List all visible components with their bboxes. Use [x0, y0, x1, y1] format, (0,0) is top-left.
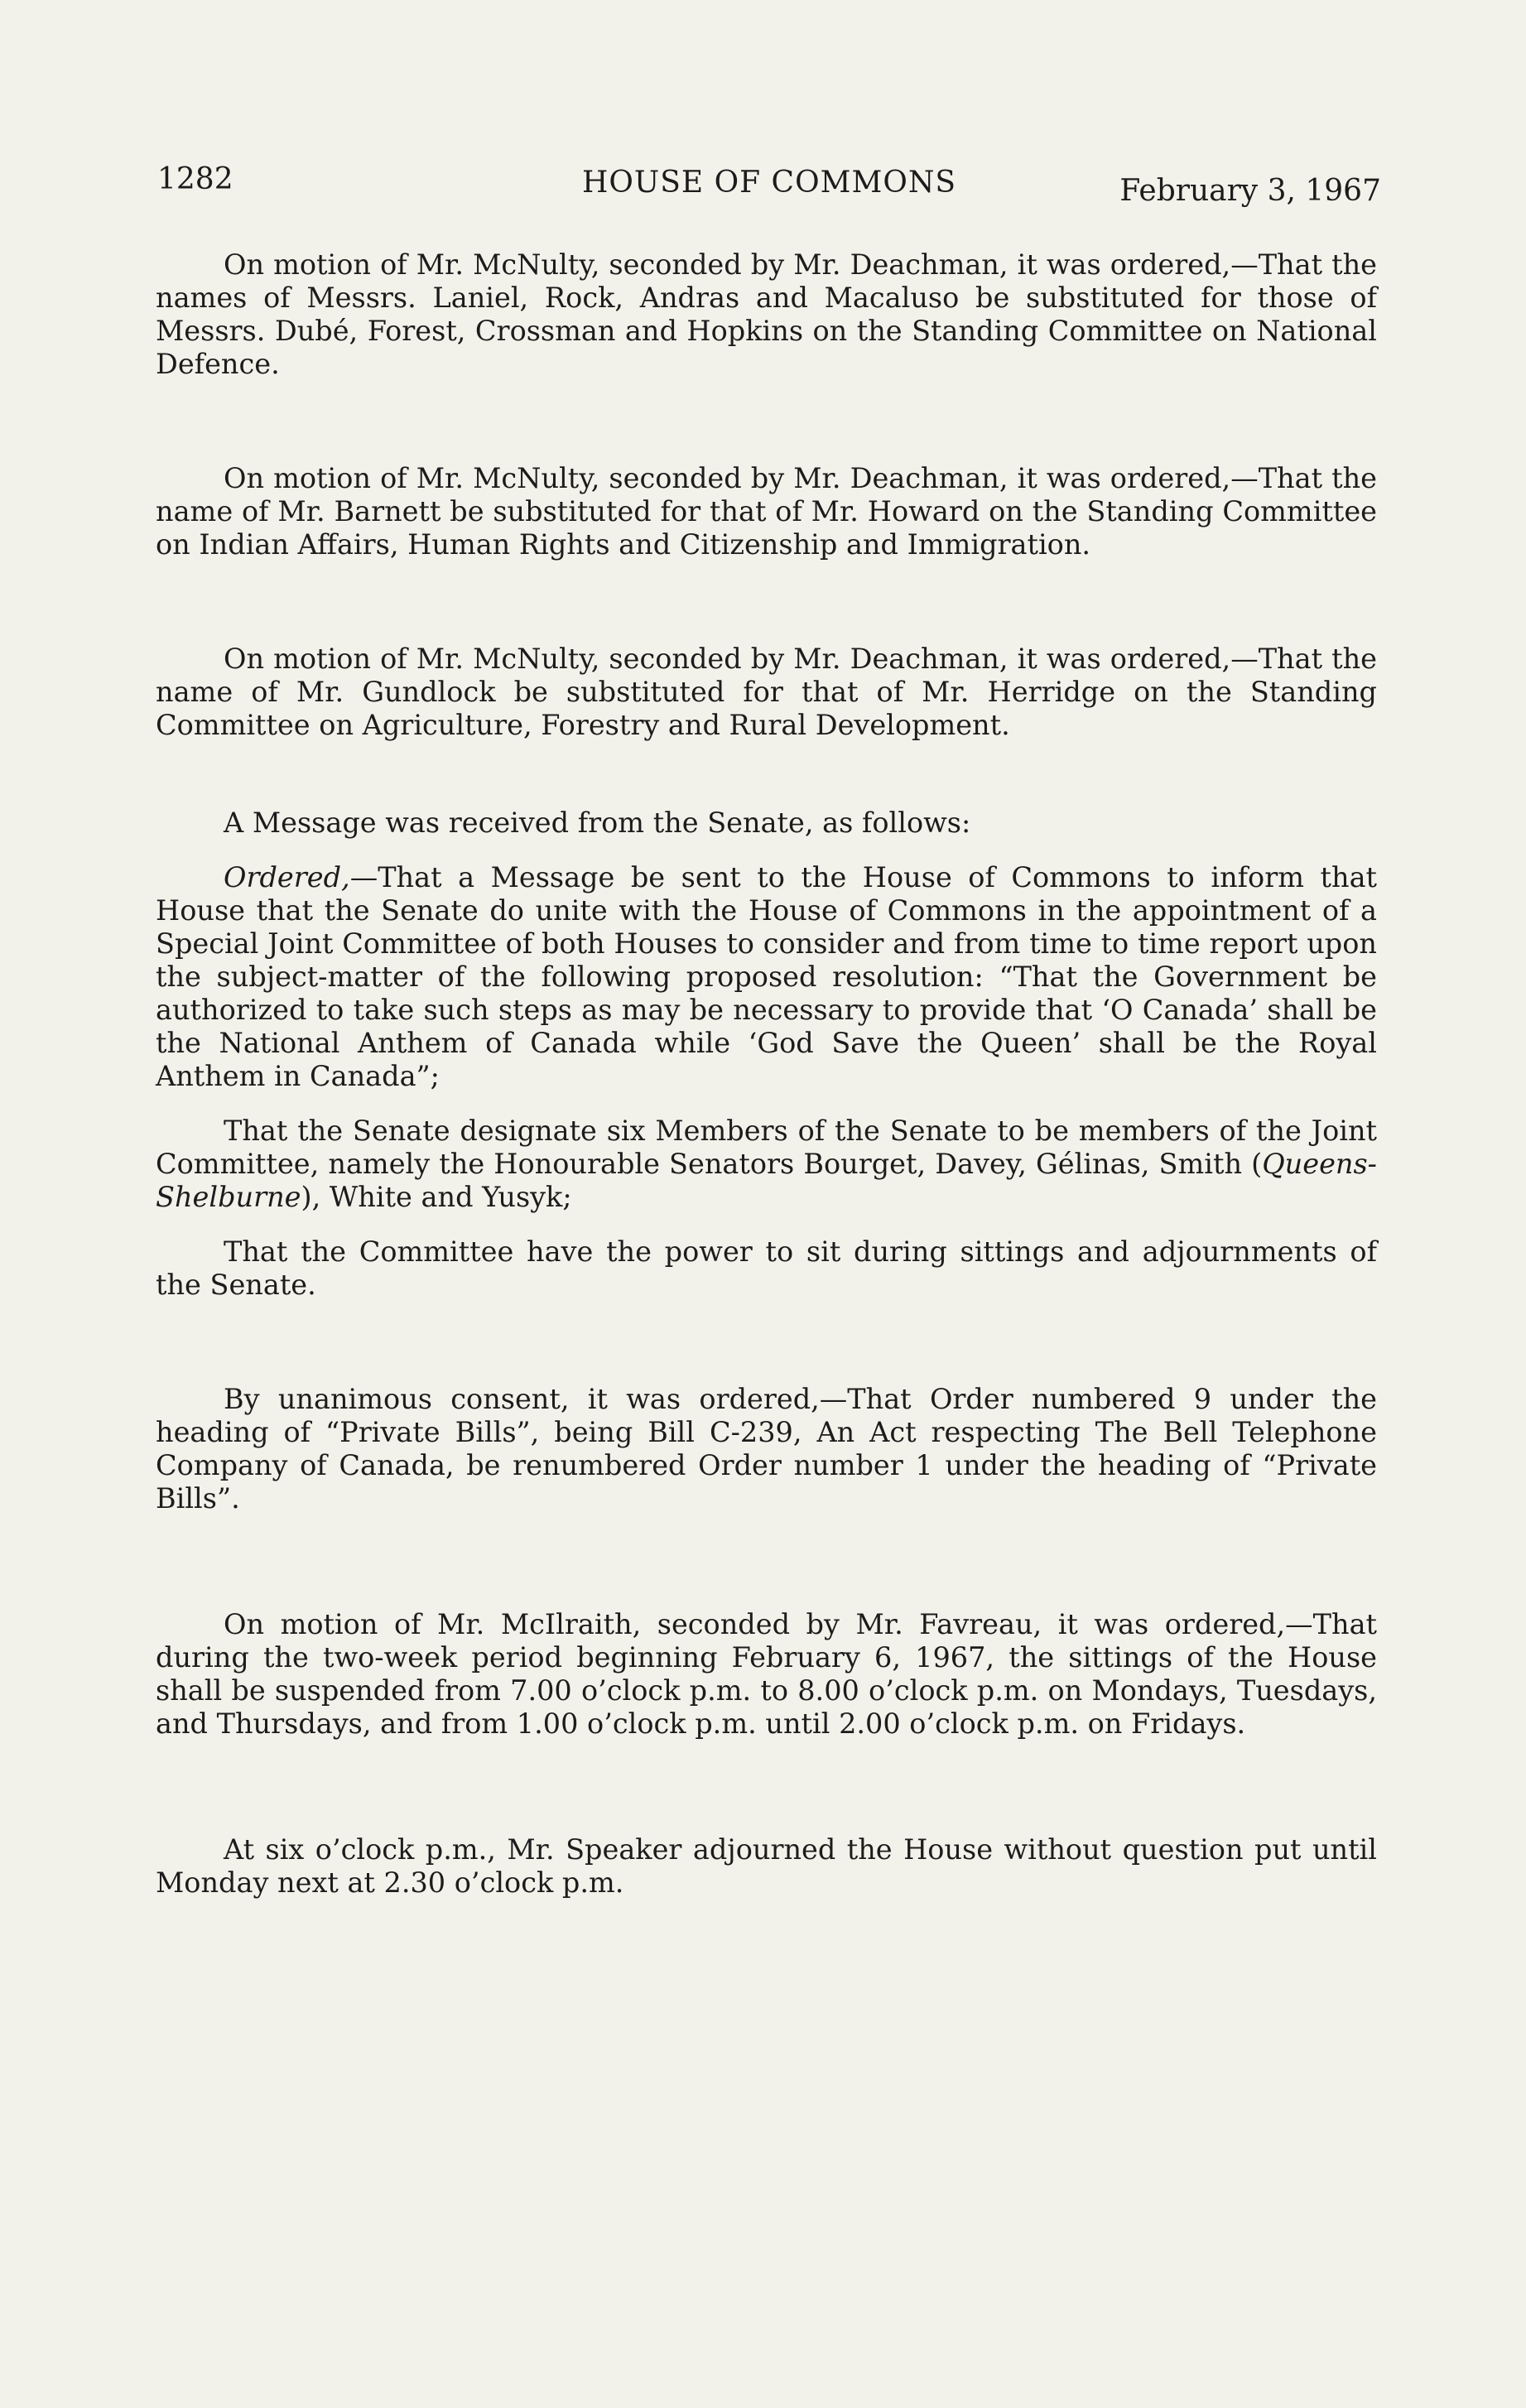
- paragraph-indian-affairs-committee: On motion of Mr. McNulty, seconded by Mr. Deachman, it was ordered,—That the name of Mr. Barnett be substituted for that of Mr. Howard on the Standing Committee on Indian Affairs, Human Rights and Citizenship and Immigration.: [156, 462, 1377, 561]
- ordered-label: Ordered,: [224, 861, 350, 893]
- page-title: HOUSE OF COMMONS: [581, 166, 957, 200]
- page-header: [157, 162, 1381, 212]
- designate-text-start: That the Senate designate six Members of the Senate to be members of the Joint Committee, namely the Honourable Senators Bourget, Davey, Gélinas, Smith (: [156, 1115, 1377, 1180]
- page-body: [156, 248, 1377, 1900]
- page-date: February 3, 1967: [1119, 174, 1381, 208]
- designate-italic: Queens-Shelburne: [156, 1148, 1377, 1213]
- ordered-text: —That a Message be sent to the House of Commons to inform that House that the Senate do unite with the House of Commons in the appointment of a Special Joint Committee of both Houses to consider and from time to time report upon the subject-matter of the following proposed resolution: “That the Government be authorized to take such steps as may be necessary to provide that ‘O Canada’ shall be the National Anthem of Canada while ‘God Save the Queen’ shall be the Royal Anthem in Canada”;: [156, 861, 1377, 1092]
- designate-text-end: ), White and Yusyk;: [301, 1181, 572, 1213]
- senate-message-power: That the Committee have the power to sit during sittings and adjournments of the Senate.: [156, 1235, 1377, 1301]
- senate-message-ordered: [156, 861, 1377, 1093]
- paragraph-adjournment: At six o’clock p.m., Mr. Speaker adjourned the House without question put until Monday next at 2.30 o’clock p.m.: [156, 1833, 1377, 1899]
- paragraph-private-bills: By unanimous consent, it was ordered,—That Order numbered 9 under the heading of “Private Bills”, being Bill C-239, An Act respecting The Bell Telephone Company of Canada, be renumbered Order number 1 under the heading of “Private Bills”.: [156, 1383, 1377, 1515]
- page-number: 1282: [157, 162, 233, 196]
- senate-message-designate: [156, 1115, 1377, 1214]
- paragraph-defence-committee: On motion of Mr. McNulty, seconded by Mr. Deachman, it was ordered,—That the names of Messrs. Laniel, Rock, Andras and Macaluso be substituted for those of Messrs. Dubé, Forest, Crossman and Hopkins on the Standing Committee on National Defence.: [156, 248, 1377, 380]
- paragraph-agriculture-committee: On motion of Mr. McNulty, seconded by Mr. Deachman, it was ordered,—That the name of Mr. Gundlock be substituted for that of Mr. Herridge on the Standing Committee on Agriculture, Forestry and Rural Development.: [156, 643, 1377, 741]
- paragraph-senate-message-intro: A Message was received from the Senate, as follows:: [224, 807, 971, 839]
- paragraph-sittings-suspension: On motion of Mr. McIlraith, seconded by Mr. Favreau, it was ordered,—That during the two-week period beginning February 6, 1967, the sittings of the House shall be suspended from 7.00 o’clock p.m. to 8.00 o’clock p.m. on Mondays, Tuesdays, and Thursdays, and from 1.00 o’clock p.m. until 2.00 o’clock p.m. on Fridays.: [156, 1608, 1377, 1740]
